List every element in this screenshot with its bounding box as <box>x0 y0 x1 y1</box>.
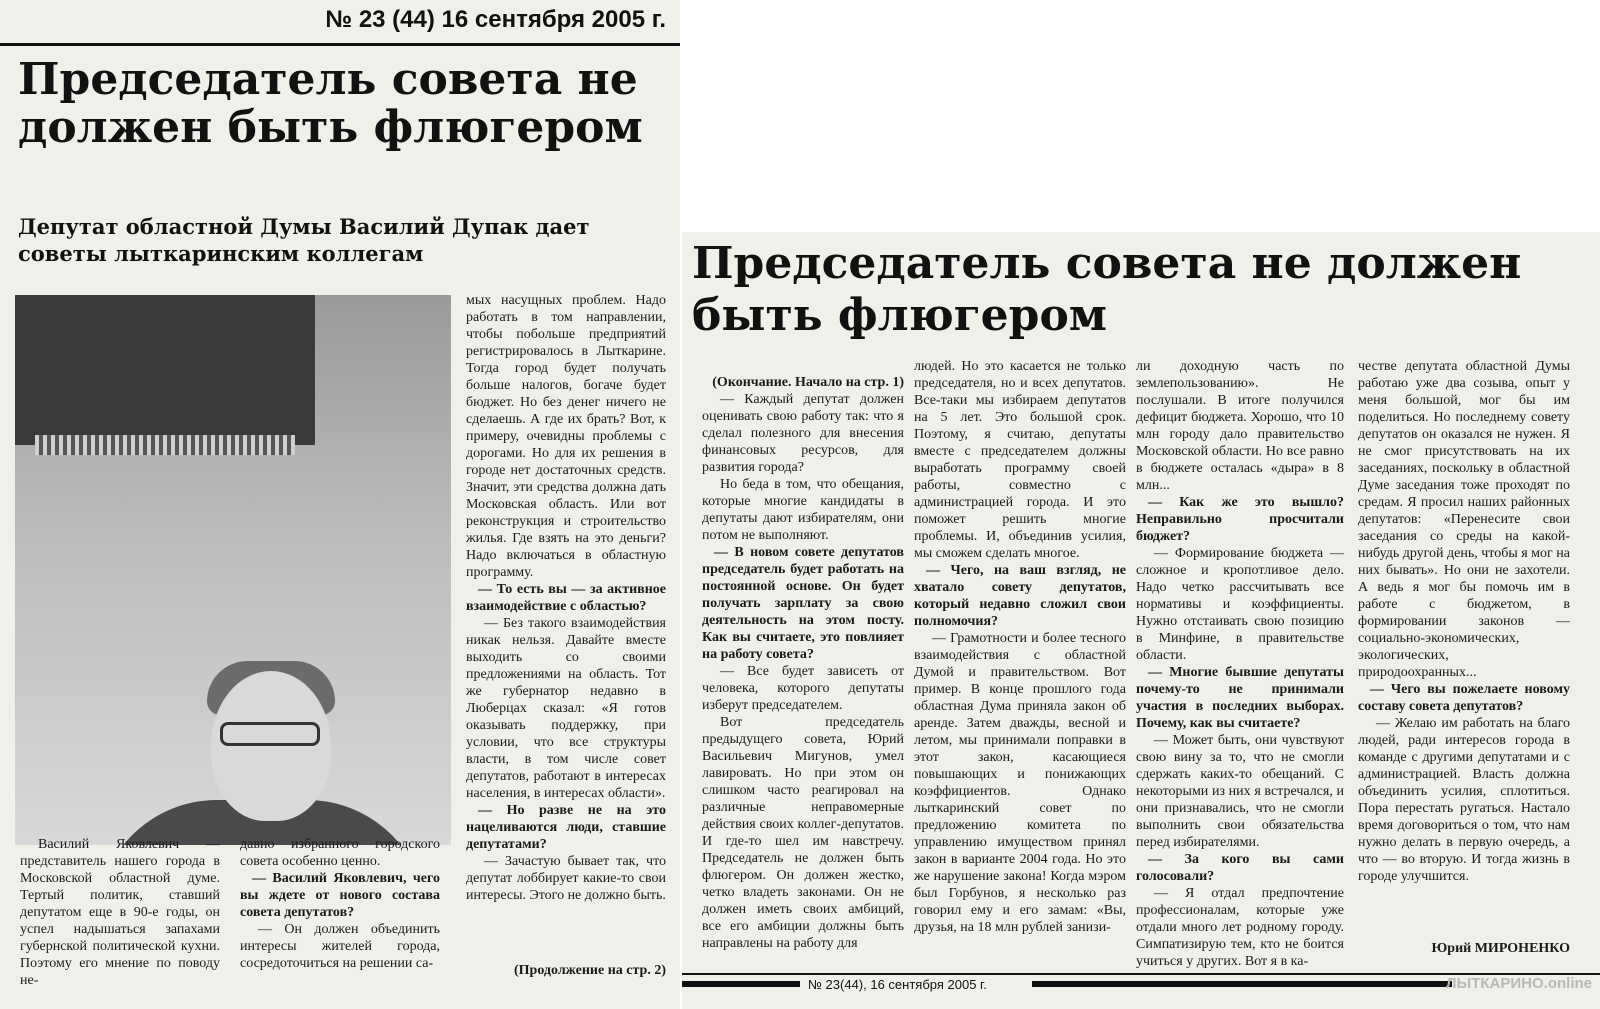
page-footer <box>682 973 1600 993</box>
column-1c <box>240 836 440 972</box>
paragraph: Вот председатель предыдущего совета, Юрий Васильевич Мигунов, умел лавировать. Но при этом он слишком часто реагировал на различные неправомерные действия своих коллег-депутатов. И где-то шел им навстречу. Председатель не должен быть флюгером. Он должен жестко, четко владеть законами. Он не должен иметь своих амбиций, все его амбиции должны быть направлены на работу для <box>702 715 904 951</box>
author-signature: Юрий МИРОНЕНКО <box>1431 941 1570 956</box>
paragraph: — Он должен объединить интересы жителей города, сосредоточиться на решении са- <box>240 922 440 971</box>
article-title: Председатель совета не должен быть флюгером <box>18 54 643 153</box>
paragraph: давно избранного городского совета особенно ценно. <box>240 837 440 869</box>
interview-question: — В новом совете депутатов председатель будет работать на постоянной основе. Он будет получать зарплату за свою деятельность на этом посту. Как вы считаете, это повлияет на работу совета? <box>702 545 904 662</box>
footer-bar-left <box>682 981 800 987</box>
paragraph: людей. Но это касается не только председателя, но и всех депутатов. Все-таки мы избираем депутатов на 5 лет. Это большой срок. Поэтому, я считаю, депутаты вместе с председателем должны выработать программу своей работы, совместно с администрацией города. И это поможет решить многие проблемы. И, объединив усилия, мы сможем сделать многое. <box>914 359 1126 561</box>
paragraph: — Формирование бюджета — сложное и кропотливое дело. Надо четко рассчитывать все нормативы и коэффициенты. Нужно отстаивать свою позицию в Минфине, в правительстве области. <box>1136 546 1344 663</box>
footer-bar-right <box>1032 981 1452 987</box>
column-2a <box>702 374 904 952</box>
paragraph: (Окончание. Начало на стр. 1) <box>712 375 904 390</box>
paragraph: Василий Яковлевич — представитель нашего города в Московской областной думе. Тертый политик, ставший депутатом еще в 90-е годы, он успел надышаться запахами губернской политической кухни. Поэтому его мнение по поводу не- <box>20 837 220 988</box>
interview-question: — Чего вы пожелаете новому составу совета депутатов? <box>1358 682 1570 714</box>
flag-banner <box>15 295 315 445</box>
signature-block <box>1358 940 1570 957</box>
paragraph: Но беда в том, что обещания, которые многие кандидаты в депутаты дают избирателям, они потом не выполняют. <box>702 477 904 543</box>
paragraph: мых насущных проблем. Надо работать в том направлении, чтобы побольше предприятий регистрировалось в Лыткарине. Тогда город будет получать больше налогов, богаче будет бюджет. Но без денег ничего не сделаешь. А где их брать? Вот, к примеру, очевидны проблемы с дорогами. Но для их решения в городе нет достаточных средств. Значит, эти средства должна дать Московская область. Или вот реконструкция и строительство жилья. Где взять на это деньги? Надо включаться в областную программу. <box>466 293 666 580</box>
paragraph: — Каждый депутат должен оценивать свою работу так: что я сделал полезного для внесения финансовых ресурсов, для развития города? <box>702 392 904 475</box>
column-2d <box>1358 358 1570 885</box>
paragraph: — Зачастую бывает так, что депутат лоббирует какие-то свои интересы. Этого не должно быть. <box>466 854 666 903</box>
column-2c <box>1136 358 1344 970</box>
continued-note <box>460 962 666 979</box>
interview-question: — Как же это вышло? Неправильно просчитали бюджет? <box>1136 495 1344 544</box>
column-2b <box>914 358 1126 936</box>
footer-issue-date: № 23(44), 16 сентября 2005 г. <box>808 977 987 992</box>
interview-question: — За кого вы сами голосовали? <box>1136 852 1344 884</box>
portrait-photo <box>15 295 451 845</box>
issue-date: № 23 (44) 16 сентября 2005 г. <box>325 6 666 33</box>
site-logo: ЛЫТКАРИНО.online <box>1446 975 1592 992</box>
figure-head <box>211 671 331 821</box>
article-subtitle: Депутат областной Думы Василий Дупак дает советы лыткаринским коллегам <box>18 214 590 266</box>
interview-question: — То есть вы — за активное взаимодействие с областью? <box>466 582 666 614</box>
masthead <box>0 0 680 46</box>
paragraph: — Без такого взаимодействия никак нельзя. Давайте вместе выходить со своими предложениями на область. Тот же губернатор недавно в Люберцах сказал: «Я готов оказывать поддержку, при условии, что все структуры власти, в том числе совет депутатов, работают в интересах населения, в интересах области». <box>466 616 666 801</box>
interview-question: — Многие бывшие депутаты почему-то не принимали участия в последних выборах. Почему, как вы считаете? <box>1136 665 1344 731</box>
newspaper-clipping-front <box>0 0 680 1009</box>
column-1a <box>466 292 666 904</box>
paragraph: честве депутата областной Думы работаю уже два созыва, опыт у меня большой, мог бы им поделиться. Но последнему совету депутатов он оказался не нужен. Я не смог присутствовать на их заседаниях, поскольку в областной Думе заседания тоже проходят по средам. Я просил наших районных депутатов: «Перенесите свои заседания со среды на какой-нибудь другой день, чтобы я мог на них бывать». Но они не захотели. А ведь я мог бы помочь им в работе с бюджетом, в формировании законов — социально-экономических, экологических, природоохранных... <box>1358 359 1570 680</box>
interview-question: — Чего, на ваш взгляд, не хватало совету депутатов, который недавно сложил свои полномочия? <box>914 563 1126 629</box>
column-1b <box>20 836 220 989</box>
interview-question: — Но разве не на это нацеливаются люди, ставшие депутатами? <box>466 803 666 852</box>
figure-glasses <box>220 722 320 746</box>
continued-text: (Продолжение на стр. 2) <box>514 963 666 978</box>
article-title-2: Председатель совета не должен быть флюгером <box>692 238 1522 341</box>
interview-question: — Василий Яковлевич, чего вы ждете от нового состава совета депутатов? <box>240 871 440 920</box>
paragraph: — Может быть, они чувствуют свою вину за то, что не смогли сдержать каких-то обещаний. С некоторыми из них я встречался, и они признавались, что не смогли выполнить свои обязательства перед избирателями. <box>1136 733 1344 850</box>
paragraph: — Все будет зависеть от человека, которого депутаты изберут председателем. <box>702 664 904 713</box>
paragraph: — Желаю им работать на благо людей, ради интересов города в команде с другими депутатами и с администрацией. Власть должна объединить усилия, сплотиться. Пора перестать ругаться. Настало время договориться о том, что нам нужно делать в первую очередь, а что — во вторую. И тогда жизнь в городе улучшится. <box>1358 716 1570 884</box>
paragraph: — Я отдал предпочтение профессионалам, которые уже отдали много лет родному городу. Симпатизирую тем, кто не боится учиться у других. Вот я в ка- <box>1136 886 1344 969</box>
paragraph: — Грамотности и более тесного взаимодействия с областной Думой и правительством. Вот пример. В конце прошлого года областная Дума приняла закон об аренде. Затем дважды, весной и летом, мы принимали поправки в этот закон, касающиеся повышающих и понижающих коэффициентов. Однако лыткаринский совет по предложению комитета по управлению имуществом принял закон в варианте 2004 года. Но это же нарушение закона! Когда мэром был Горбунов, я несколько раз говорил ему и его замам: «Вы, друзья, на 18 млн рублей занизи- <box>914 631 1126 935</box>
newspaper-clipping-continuation <box>682 232 1600 1009</box>
paragraph: ли доходную часть по землепользованию». Не послушали. В итоге получился дефицит бюджета. Хорошо, что 10 млн городу дало правительство Московской области. Но все равно в бюджете осталась «дыра» в 8 млн... <box>1136 359 1344 493</box>
